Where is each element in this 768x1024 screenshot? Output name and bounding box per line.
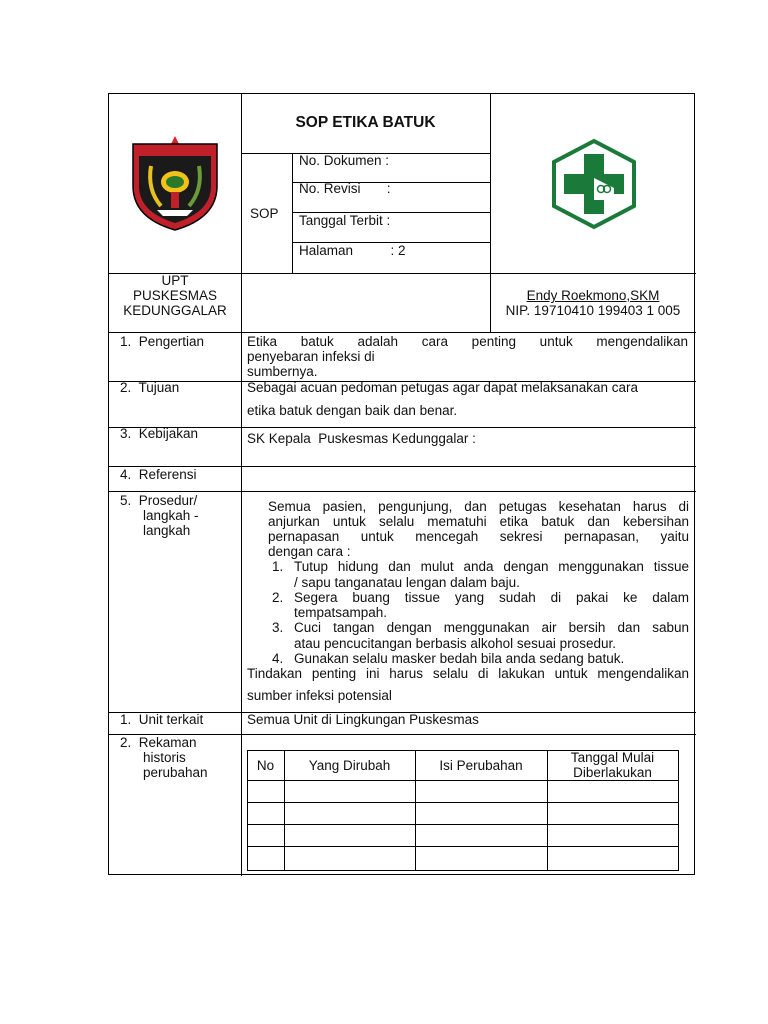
label-referensi: 4. Referensi [120,467,197,482]
label-tujuan: 2. Tujuan [120,380,180,395]
head-name: Endy Roekmono,SKM [526,288,660,303]
step-2-line1: Segera buang tissue yang sudah di pakai ke dalam [294,590,689,605]
step-1-line1: Tutup hidung dan mulut anda dengan menggunakan tissue [294,559,689,574]
prosedur-closing-1: Tindakan penting ini harus selalu di lakukan untuk mengendalikan [247,666,689,681]
label-pengertian: 1. Pengertian [120,334,205,349]
label-rekaman-1: 2. Rekaman [120,735,197,750]
label-prosedur-2: langkah - [143,508,199,523]
label-rekaman-3: perubahan [143,765,208,780]
label-rekaman-2: historis [143,750,186,765]
label-unit-terkait: 1. Unit terkait [120,712,204,727]
history-table [247,750,679,871]
step-4-line1: Gunakan selalu masker bedah bila anda sedang batuk. [294,651,625,666]
prosedur-intro-4: dengan cara : [268,544,351,559]
field-no-revisi: No. Revisi : [299,181,391,196]
table-header-tanggal-1: Tanggal Mulai [570,750,655,765]
prosedur-intro-3: pernapasan untuk mencegah sekresi pernapasan, yaitu [268,529,689,544]
sop-label: SOP [250,206,279,221]
tujuan-line1: Sebagai acuan pedoman petugas agar dapat melaksanakan cara [247,380,639,395]
unit-name-line1: UPT [161,273,189,288]
table-header-yang-dirubah: Yang Dirubah [308,758,391,773]
document-title: SOP ETIKA BATUK [295,114,436,131]
step-2-num: 2. [272,590,284,605]
table-header-tanggal-2: Diberlakukan [573,765,652,780]
unit-name-line2: PUSKESMAS [132,288,218,303]
step-3-line2: atau pencucitangan berbasis alkohol sesuai prosedur. [294,636,616,651]
step-3-line1: Cuci tangan dengan menggunakan air bersih dan sabun [294,620,689,635]
step-2-line2: tempatsampah. [294,605,388,620]
pengertian-line1: Etika batuk adalah cara penting untuk mengendalikan [247,334,688,349]
puskesmas-cross-logo-icon [548,138,640,230]
regency-coat-of-arms-icon [127,130,223,234]
step-1-num: 1. [272,559,284,574]
label-kebijakan: 3. Kebijakan [120,426,199,441]
prosedur-closing-2: sumber infeksi potensial [247,688,392,703]
table-header-no: No [256,758,275,773]
table-header-isi-perubahan: Isi Perubahan [439,758,523,773]
unit-terkait-text: Semua Unit di Lingkungan Puskesmas [247,712,479,727]
tujuan-line2: etika batuk dengan baik dan benar. [247,403,458,418]
step-3-num: 3. [272,620,284,635]
field-halaman: Halaman : 2 [299,243,406,258]
label-prosedur-3: langkah [143,523,191,538]
unit-name-line3: KEDUNGGALAR [123,303,227,318]
prosedur-intro-2: anjurkan untuk selalu mematuhi etika batuk dan kebersihan [268,514,689,529]
field-tanggal-terbit: Tanggal Terbit : [299,213,391,228]
pengertian-line3: sumbernya. [247,364,318,379]
field-no-dokumen: No. Dokumen : [299,153,390,168]
prosedur-intro-1: Semua pasien, pengunjung, dan petugas kesehatan harus di [268,499,689,514]
step-4-num: 4. [272,651,284,666]
label-prosedur-1: 5. Prosedur/ [120,493,198,508]
head-nip: NIP. 19710410 199403 1 005 [505,303,681,318]
kebijakan-text: SK Kepala Puskesmas Kedunggalar : [247,431,476,446]
pengertian-line2: penyebaran infeksi di [247,349,375,364]
step-1-line2: / sapu tanganatau lengan dalam baju. [294,575,520,590]
sop-document [108,93,695,875]
